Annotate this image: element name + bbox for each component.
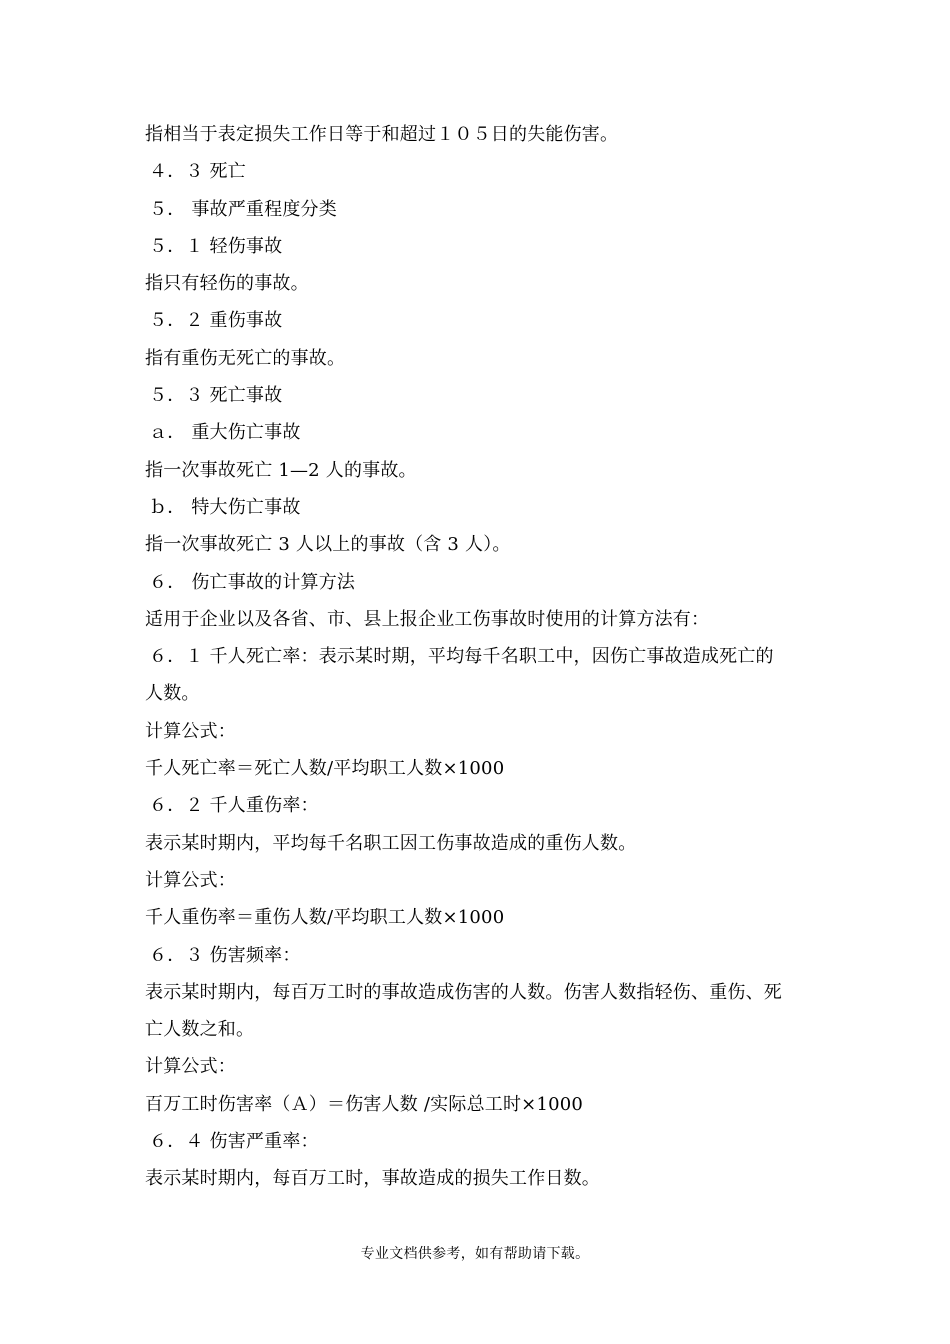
text-line: ５．１ 轻伤事故 xyxy=(149,235,283,257)
text-line: ６．１ 千人死亡率：表示某时期，平均每千名职工中，因伤亡事故造成死亡的 xyxy=(149,646,774,668)
text-line: ５． 事故严重程度分类 xyxy=(149,198,337,220)
text-line: ６． 伤亡事故的计算方法 xyxy=(149,571,356,593)
text-line: 表示某时期内，每百万工时的事故造成伤害的人数。伤害人数指轻伤、重伤、死 xyxy=(145,981,782,1003)
text-line: 计算公式： xyxy=(145,720,236,742)
text-line: 指一次事故死亡 3 人以上的事故（含 3 人）。 xyxy=(145,534,511,556)
document-body xyxy=(145,116,815,1198)
text-line: 计算公式： xyxy=(145,1056,236,1078)
text-line: ４．３ 死亡 xyxy=(149,161,246,183)
text-line: 表示某时期内，平均每千名职工因工伤事故造成的重伤人数。 xyxy=(145,832,637,854)
text-line: 计算公式： xyxy=(145,869,236,891)
text-line: ５．３ 死亡事故 xyxy=(149,385,283,407)
text-line: ｂ． 特大伤亡事故 xyxy=(149,496,301,518)
text-line: 指相当于表定损失工作日等于和超过１０５日的失能伤害。 xyxy=(145,124,619,145)
text-line: 百万工时伤害率（Ａ）＝伤害人数 /实际总工时×1000 xyxy=(145,1093,584,1115)
text-line: 千人死亡率＝死亡人数/平均职工人数×1000 xyxy=(145,758,505,780)
text-line: ５．２ 重伤事故 xyxy=(149,310,283,332)
page-footer: 专业文档供参考，如有帮助请下载。 xyxy=(360,1246,590,1262)
text-line: 亡人数之和。 xyxy=(145,1019,255,1041)
text-line: 指有重伤无死亡的事故。 xyxy=(145,347,346,369)
text-line: 人数。 xyxy=(145,683,200,705)
text-line: 指只有轻伤的事故。 xyxy=(145,273,309,295)
text-line: ６．３ 伤害频率： xyxy=(149,944,301,966)
text-line: 表示某时期内，每百万工时，事故造成的损失工作日数。 xyxy=(145,1168,600,1190)
text-line: ａ． 重大伤亡事故 xyxy=(149,422,301,444)
text-line: ６．４ 伤害严重率： xyxy=(149,1131,319,1153)
text-line: ６．２ 千人重伤率： xyxy=(149,795,319,817)
text-line: 千人重伤率＝重伤人数/平均职工人数×1000 xyxy=(145,907,505,929)
text-line: 适用于企业以及各省、市、县上报企业工伤事故时使用的计算方法有： xyxy=(145,608,710,630)
text-line: 指一次事故死亡 1—2 人的事故。 xyxy=(145,459,417,481)
